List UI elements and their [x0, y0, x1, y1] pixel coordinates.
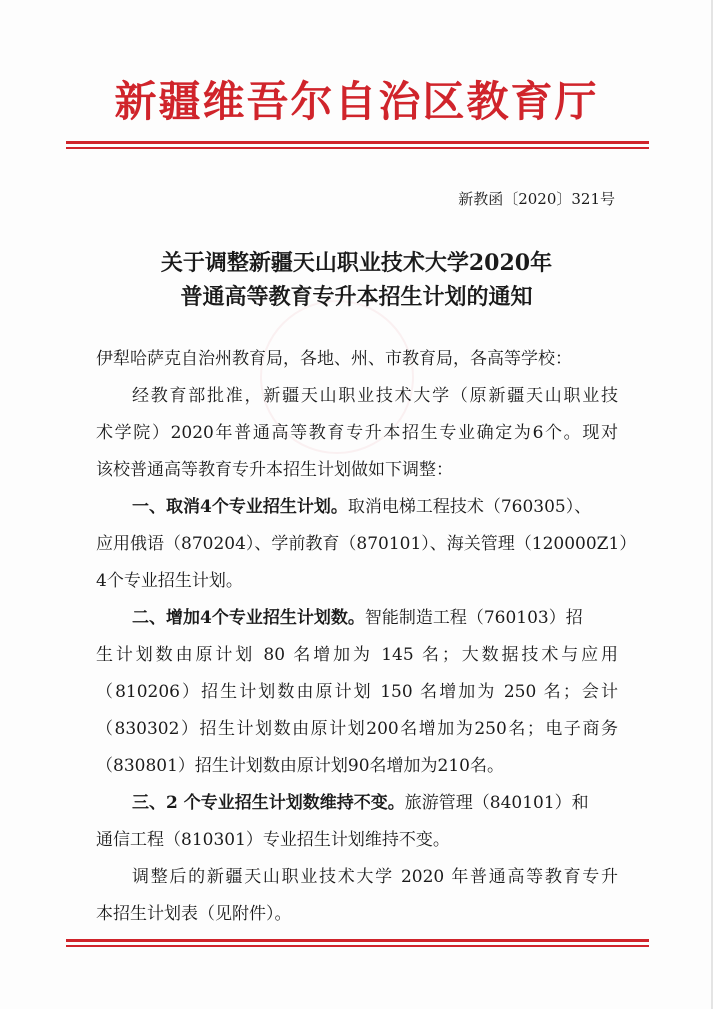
item1-heading: 一、取消4个专业招生计划。 — [132, 497, 348, 517]
notice-title-line-1: 关于调整新疆天山职业技术大学2020年 — [160, 250, 553, 276]
letterhead-rule-thin — [66, 147, 649, 149]
closing-para-line-2: 本招生计划表（见附件）。 — [96, 904, 292, 924]
item2-line-3: （810206）招生计划数由原计划 150 名增加为 250 名；会计 — [96, 682, 618, 702]
item1-line-1-rest: 取消电梯工程技术（760305）、 — [347, 497, 592, 517]
item2-line-5: （830801）招生计划数由原计划90名增加为210名。 — [96, 756, 504, 776]
item2-line-1 — [132, 603, 583, 633]
item3-line-2: 通信工程（810301）专业招生计划维持不变。 — [96, 830, 450, 850]
para1-line-3: 该校普通高等教育专升本招生计划做如下调整： — [96, 460, 453, 480]
item3-line-1-rest: 旅游管理（840101）和 — [404, 793, 589, 813]
item2-heading: 二、增加4个专业招生计划数。 — [132, 608, 365, 628]
item1-line-3: 4个专业招生计划。 — [96, 571, 243, 591]
notice-title-line-2: 普通高等教育专升本招生计划的通知 — [180, 284, 533, 310]
closing-para-line-1: 调整后的新疆天山职业技术大学 2020 年普通高等教育专升 — [132, 867, 618, 887]
para1-line-2: 术学院）2020年普通高等教育专升本招生专业确定为6个。现对 — [96, 423, 618, 443]
item2-line-4: （830302）招生计划数由原计划200名增加为250名；电子商务 — [96, 719, 618, 739]
footer-rule-thick — [66, 939, 649, 942]
item1-line-2: 应用俄语（870204）、学前教育（870101）、海关管理（120000Z1） — [96, 534, 637, 554]
salutation: 伊犁哈萨克自治州教育局，各地、州、市教育局，各高等学校： — [96, 349, 572, 369]
footer-rule-thin — [66, 945, 649, 947]
item3-line-1 — [132, 788, 589, 818]
item2-line-1-rest: 智能制造工程（760103）招 — [364, 608, 583, 628]
para1-line-1: 经教育部批准，新疆天山职业技术大学（原新疆天山职业技 — [132, 386, 618, 406]
item3-heading: 三、2 个专业招生计划数维持不变。 — [132, 793, 405, 813]
item1-line-1 — [132, 492, 591, 522]
letterhead-rule-thick — [66, 141, 649, 144]
document-number: 新教函〔2020〕321号 — [458, 190, 615, 208]
item2-line-2: 生计划数由原计划 80 名增加为 145 名；大数据技术与应用 — [96, 645, 618, 665]
letterhead-title: 新疆维吾尔自治区教育厅 — [114, 77, 599, 126]
